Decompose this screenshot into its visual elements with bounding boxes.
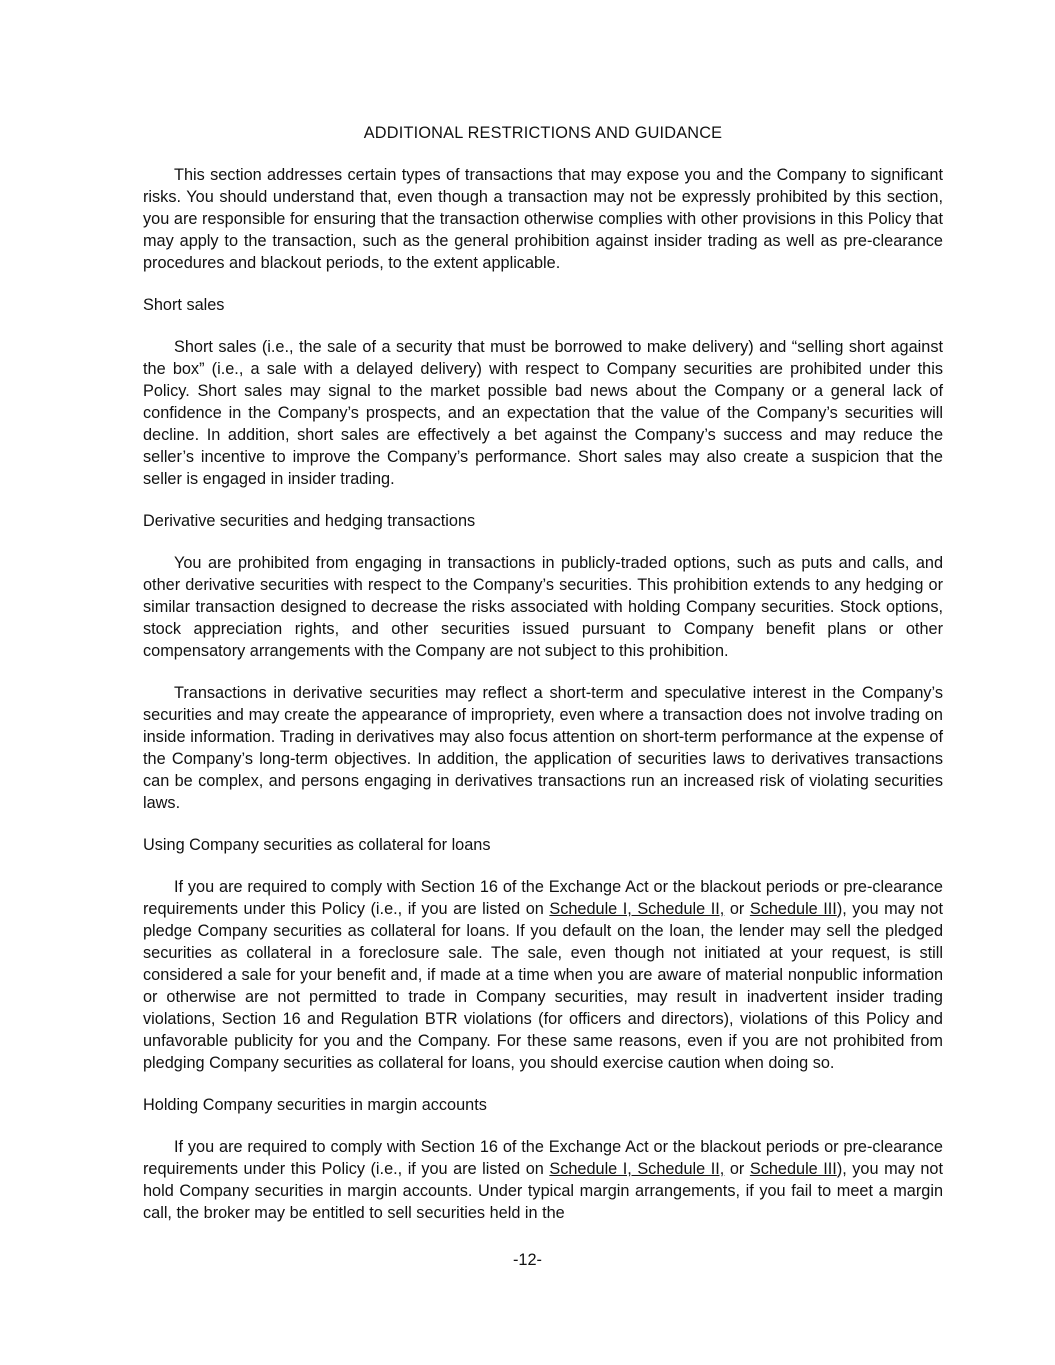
schedule-iii-link[interactable]: Schedule III [749, 900, 837, 918]
derivatives-heading: Derivative securities and hedging transactions [143, 512, 476, 530]
margin-text-start: If you are required to comply with Section 16 of the Exchange Act or the blackout periods or pre-clearance requirements under this Policy (i.e., if you are listed on [143, 1138, 943, 1178]
short-sales-heading: Short sales [143, 296, 225, 314]
margin-paragraph [143, 1136, 943, 1224]
schedule-i-ii-link[interactable]: Schedule I, Schedule II, [549, 1160, 725, 1178]
schedule-i-ii-link[interactable]: Schedule I, Schedule II, [549, 900, 725, 918]
collateral-text-end: ), you may not pledge Company securities as collateral for loans. If you default on the loan, the lender may sell the pledged securities as collateral in a foreclosure sale. The sale, even though not initiated at your request, is still considered a sale for your benefit and, if made at a time when you are aware of material nonpublic information or otherwise are not permitted to trade in Company securities, may result in inadvertent insider trading violations, Section 16 and Regulation BTR violations (for officers and directors), violations of this Policy and unfavorable publicity for you and the Company. For these same reasons, even if you are not prohibited from pledging Company securities as collateral for loans, you should exercise caution when doing so. [143, 900, 943, 1072]
collateral-heading: Using Company securities as collateral for loans [143, 836, 491, 854]
margin-text-end: ), you may not hold Company securities in margin accounts. Under typical margin arrangements, if you fail to meet a margin call, the broker may be entitled to sell securities held in the [143, 1160, 943, 1222]
collateral-text-mid: or [724, 900, 750, 918]
short-sales-paragraph: Short sales (i.e., the sale of a security that must be borrowed to make delivery) and “selling short against the box” (i.e., a sale with a delayed delivery) with respect to Company securities are prohibited under this Policy. Short sales may signal to the market possible bad news about the Company or a general lack of confidence in the Company’s prospects, and an expectation that the value of the Company’s securities will decline. In addition, short sales are effectively a bet against the Company’s success and may reduce the seller’s incentive to improve the Company’s performance. Short sales may also create a suspicion that the seller is engaged in insider trading. [143, 338, 943, 488]
intro-paragraph: This section addresses certain types of transactions that may expose you and the Company to significant risks. You should understand that, even though a transaction may not be expressly prohibited by this section, you are responsible for ensuring that the transaction otherwise complies with other provisions in this Policy that may apply to the transaction, such as the general prohibition against insider trading as well as pre-clearance procedures and blackout periods, to the extent applicable. [143, 166, 943, 272]
derivatives-paragraph-2: Transactions in derivative securities may reflect a short-term and speculative interest in the Company’s securities and may create the appearance of impropriety, even where a transaction does not involve trading on inside information. Trading in derivatives may also focus attention on short-term performance at the expense of the Company’s long-term objectives. In addition, the application of securities laws to derivatives transactions can be complex, and persons engaging in derivatives transactions run an increased risk of violating securities laws. [143, 684, 943, 812]
collateral-paragraph [143, 876, 943, 1074]
document-page [143, 122, 943, 1244]
derivatives-paragraph-1: You are prohibited from engaging in transactions in publicly-traded options, such as puts and calls, and other derivative securities with respect to the Company’s securities. This prohibition extends to any hedging or similar transaction designed to decrease the risks associated with holding Company securities. Stock options, stock appreciation rights, and other securities issued pursuant to Company benefit plans or other compensatory arrangements with the Company are not subject to this prohibition. [143, 554, 943, 660]
schedule-iii-link[interactable]: Schedule III [749, 1160, 837, 1178]
page-number: -12- [513, 1251, 542, 1269]
margin-heading: Holding Company securities in margin accounts [143, 1096, 487, 1114]
section-title: ADDITIONAL RESTRICTIONS AND GUIDANCE [363, 124, 723, 142]
margin-text-mid: or [724, 1160, 750, 1178]
collateral-text-start: If you are required to comply with Section 16 of the Exchange Act or the blackout periods or pre-clearance requirements under this Policy (i.e., if you are listed on [143, 878, 943, 918]
